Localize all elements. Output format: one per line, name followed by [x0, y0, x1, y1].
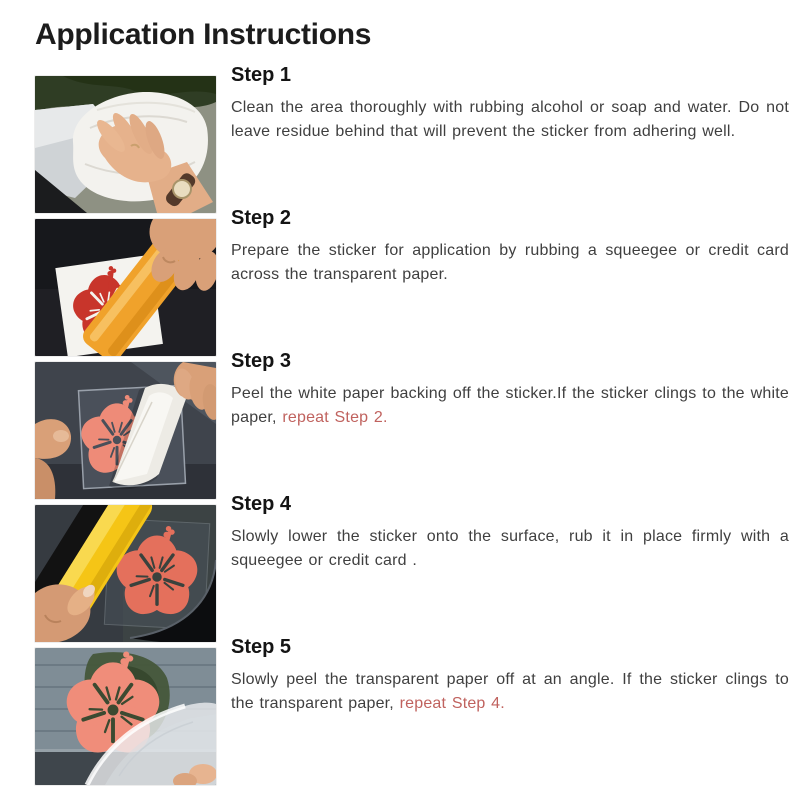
step-copy [231, 493, 789, 572]
step-heading: Step 4 [231, 493, 292, 515]
step-text-main: Prepare the sticker for application by rubbing a squeegee or credit card across the transparent paper. [231, 242, 789, 283]
step-row-3 [35, 350, 790, 499]
apply-sticker-photo [35, 505, 216, 642]
squeegee-on-backing-photo [35, 219, 216, 356]
step-heading: Step 5 [231, 636, 292, 658]
step-heading: Step 1 [231, 64, 292, 86]
step-text [231, 525, 789, 572]
step-row-4 [35, 493, 790, 642]
step-copy [231, 350, 789, 429]
peel-transparent-paper-photo [35, 648, 216, 785]
step-copy [231, 207, 789, 286]
step-copy [231, 64, 789, 143]
step-text [231, 382, 789, 429]
step-text-main: Peel the white paper backing off the sticker.If the sticker clings to the white paper, [231, 385, 789, 426]
step-text-main: Clean the area thoroughly with rubbing alcohol or soap and water. Do not leave residue behind that will prevent the sticker from adhering well. [231, 99, 789, 140]
step-text-highlight: repeat Step 2. [282, 408, 388, 426]
step-text [231, 96, 789, 143]
clean-surface-photo [35, 76, 216, 213]
step-text-highlight: repeat Step 4. [399, 694, 505, 712]
peel-white-backing-photo [35, 362, 216, 499]
step-row-1 [35, 64, 790, 213]
step-heading: Step 2 [231, 207, 292, 229]
step-text-main: Slowly lower the sticker onto the surface, rub it in place firmly with a squeegee or credit card . [231, 528, 789, 569]
step-row-2 [35, 207, 790, 356]
step-row-5 [35, 636, 790, 785]
step-copy [231, 636, 789, 715]
page-title: Application Instructions [35, 18, 372, 51]
step-text [231, 239, 789, 286]
step-heading: Step 3 [231, 350, 292, 372]
step-text [231, 668, 789, 715]
step-text-main: Slowly peel the transparent paper off at an angle. If the sticker clings to the transparent paper, [231, 671, 789, 712]
